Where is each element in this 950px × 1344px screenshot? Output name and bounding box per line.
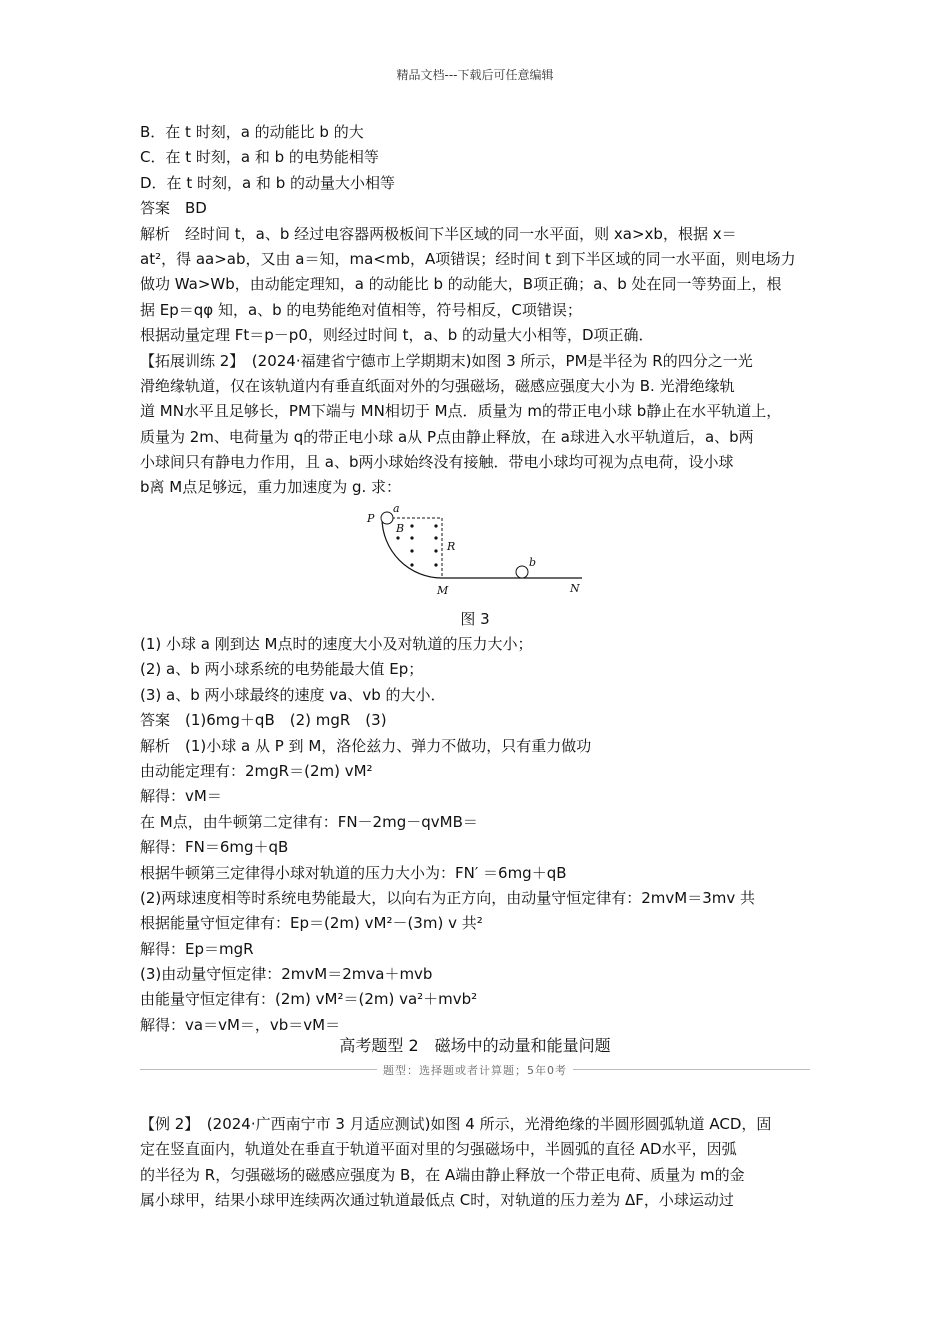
text-line: b离 M点足够远，重力加速度为 g. 求： [140, 478, 402, 497]
label-M: M [437, 584, 449, 597]
ball-b [516, 566, 528, 578]
section-meta [0, 1062, 950, 1078]
text-line: (3)由动量守恒定律：2mvM＝2mva＋mvb [140, 965, 433, 984]
track-figure [360, 503, 600, 598]
text-line: (2)两球速度相等时系统电势能最大，以向右为正方向，由动量守恒定律有：2mvM＝3mv 共 [140, 888, 756, 907]
ball-a [381, 512, 393, 524]
top-text-block [140, 120, 820, 501]
page-header: 精品文档---下载后可任意编辑 [396, 68, 554, 82]
text-line: 定在竖直面内，轨道处在垂直于轨道平面对里的匀强磁场中，半圆弧的直径 AD水平，因弧 [140, 1140, 737, 1159]
text-line: 小球间只有静电力作用，且 a、b两小球始终没有接触．带电小球均可视为点电荷，设小球 [140, 453, 734, 472]
text-line: 滑绝缘轨道，仅在该轨道内有垂直纸面对外的匀强磁场，磁感应强度大小为 B. 光滑绝缘轨 [140, 376, 735, 395]
text-line: 根据牛顿第三定律得小球对轨道的压力大小为：FN′ ＝6mg＋qB [140, 863, 567, 882]
text-line: 质量为 2m、电荷量为 q的带正电小球 a从 P点由静止释放，在 a球进入水平轨道后，a、b两 [140, 427, 754, 446]
section-meta-text: 题型：选择题或者计算题；5年0考 [377, 1064, 573, 1077]
example-text-block [140, 1112, 820, 1214]
label-P: P [367, 512, 375, 525]
section-title: 高考题型 2 磁场中的动量和能量问题 [339, 1036, 611, 1055]
text-line: 解得：Ep＝mgR [140, 939, 254, 958]
example-heading: 【例 2】 (2024·广西南宁市 3 月适应测试)如图 4 所示，光滑绝缘的半圆形圆弧轨道 ACD，固 [140, 1115, 772, 1133]
label-N: N [570, 582, 580, 595]
text-line: 根据能量守恒定律有：Ep＝(2m) vM²－(3m) v 共² [140, 914, 483, 933]
label-B: B [396, 522, 405, 535]
label-R: R [447, 540, 456, 553]
text-line: 解析 (1)小球 a 从 P 到 M，洛伦兹力、弹力不做功，只有重力做功 [140, 736, 592, 755]
text-line: 在 M点，由牛顿第二定律有：FN－2mg－qvMB＝ [140, 812, 478, 831]
text-line: B．在 t 时刻，a 的动能比 b 的大 [140, 123, 364, 141]
label-a: a [393, 503, 400, 515]
text-line: 由能量守恒定律有：(2m) vM²＝(2m) va²＋mvb² [140, 990, 478, 1009]
figure-caption: 图 3 [460, 610, 490, 628]
text-line: at²，得 aa>ab，又由 a＝知，ma<mb，A项错误；经时间 t 到下半区域的同一水平面，则电场力 [140, 249, 796, 268]
text-line: D．在 t 时刻，a 和 b 的动量大小相等 [140, 173, 395, 192]
text-line: 解得：va＝vM＝，vb＝vM＝ [140, 1015, 341, 1034]
text-line: 解析 经时间 t，a、b 经过电容器两极板间下半区域的同一水平面，则 xa>xb，根据 x＝ [140, 224, 737, 243]
text-line: 解得：FN＝6mg＋qB [140, 838, 289, 857]
question-line: (3) a、b 两小球最终的速度 va、vb 的大小． [140, 685, 446, 704]
exercise-heading: 【拓展训练 2】 (2024·福建省宁德市上学期期末)如图 3 所示，PM是半径为 R的四分之一光 [140, 351, 753, 370]
answer-line: 答案 (1)6mg＋qB (2) mgR (3) [140, 711, 387, 730]
text-line: C．在 t 时刻，a 和 b 的电势能相等 [140, 148, 379, 167]
answer-line: 答案 BD [140, 199, 207, 218]
question-line: (2) a、b 两小球系统的电势能最大值 Ep； [140, 660, 424, 679]
text-line: 据 Ep＝qφ 知，a、b 的电势能绝对值相等，符号相反，C项错误； [140, 300, 582, 319]
question-line: (1) 小球 a 刚到达 M点时的速度大小及对轨道的压力大小； [140, 635, 533, 653]
text-line: 解得：vM＝ [140, 787, 222, 806]
text-line: 道 MN水平且足够长，PM下端与 MN相切于 M点．质量为 m的带正电小球 b静止在水平轨道上， [140, 402, 782, 421]
text-line: 属小球甲，结果小球甲连续两次通过轨道最低点 C时，对轨道的压力差为 ΔF，小球运动过 [140, 1191, 734, 1210]
text-line: 做功 Wa>Wb，由动能定理知，a 的动能比 b 的动能大，B项正确；a、b 处在同一等势面上，根 [140, 275, 782, 294]
label-b: b [529, 556, 537, 569]
text-line: 根据动量定理 Ft＝p－p0，则经过时间 t，a、b 的动量大小相等，D项正确． [140, 326, 654, 345]
text-line: 由动能定理有：2mgR＝(2m) vM² [140, 761, 373, 780]
text-line: 的半径为 R，匀强磁场的磁感应强度为 B，在 A端由静止释放一个带正电荷、质量为 m的金 [140, 1165, 745, 1184]
solution-text-block [140, 632, 820, 1038]
